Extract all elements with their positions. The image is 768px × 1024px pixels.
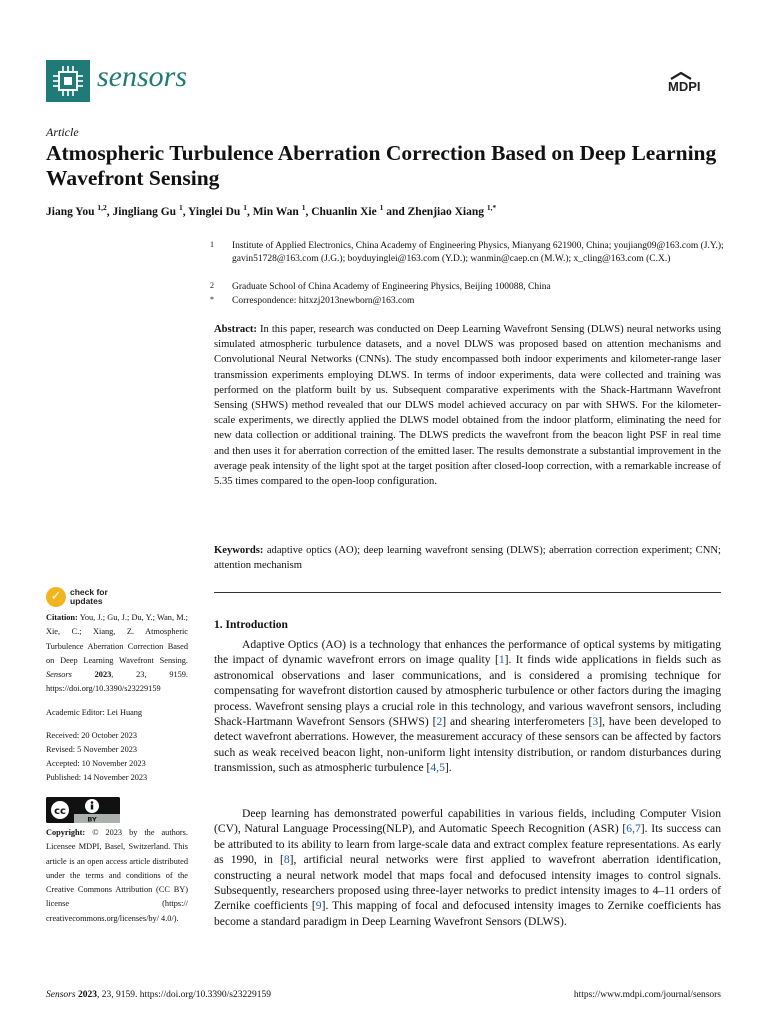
check-for-updates-label: check for updates	[70, 587, 108, 606]
correspondence	[210, 295, 724, 308]
paragraph-text: ], have been developed to detect wavefront aberrations. However, the measurement accuracy of these sensors can be affected by factors such as weak received beacon light, non-uniform light intensity distribution, or random disturbances during transmission, such as atmospheric turbulence [	[214, 715, 721, 775]
received-date: Received: 20 October 2023	[46, 731, 138, 740]
paragraph-text: ].	[444, 761, 452, 775]
accepted-date: Accepted: 10 November 2023	[46, 759, 146, 768]
affiliation-mark: 2	[210, 281, 214, 290]
abstract-label: Abstract:	[214, 324, 257, 335]
author-affiliation-mark: 1,*	[486, 203, 497, 212]
reference-link[interactable]: 3	[592, 715, 599, 729]
author-name[interactable]: Min Wan	[252, 205, 302, 218]
footer-year: 2023	[77, 990, 97, 1000]
copyright-label: Copyright:	[46, 828, 86, 837]
affiliation-text: Institute of Applied Electronics, China Academy of Engineering Physics, Mianyang 621900, China; youjiang09@163.com (J.Y.); gavin51728@163.com (J.G.); boyduyinglei@163.com (Y.D.); wanmin@caep.cn (M.W.); x_cling@163.com (C.X.)	[232, 241, 724, 264]
author-list	[46, 203, 496, 218]
citation-journal: Sensors	[46, 670, 72, 680]
section-heading: 1. Introduction	[214, 619, 288, 631]
abstract	[214, 322, 721, 489]
citation	[46, 611, 188, 697]
intro-paragraph-1	[214, 637, 721, 776]
footer-journal-url[interactable]: https://www.mdpi.com/journal/sensors	[573, 990, 721, 1000]
author-name[interactable]: Jiang You	[46, 205, 98, 218]
paragraph-text: ], artificial neural networks were first applied to wavefront aberration identification, constructing a neural network model that maps focal and defocused intensity images to control signals. Subsequently, researchers proposed using three-layer networks to predict intensity images to 4–11 orders of Zernike coefficients [	[214, 853, 721, 913]
academic-editor: Academic Editor: Lei Huang	[46, 708, 143, 717]
reference-link[interactable]: 4,5	[430, 761, 445, 775]
svg-text:cc: cc	[54, 806, 66, 817]
copyright	[46, 826, 188, 926]
author-affiliation-mark: 1,2	[97, 203, 107, 212]
footer-citation	[46, 990, 271, 1000]
paragraph-text: ] and shearing interferometers [	[442, 715, 593, 729]
keywords-text: adaptive optics (AO); deep learning wavefront sensing (DLWS); aberration correction experiment; CNN; attention mechanism	[214, 545, 721, 572]
author-name[interactable]: Zhenjiao Xiang	[407, 205, 487, 218]
citation-year: 2023	[94, 670, 112, 680]
check-icon: ✓	[46, 587, 66, 607]
article-type: Article	[46, 125, 79, 139]
author-affiliation-mark: 1	[243, 203, 247, 212]
cc-license-badge[interactable]	[46, 797, 120, 823]
publisher-name: MDPI	[668, 79, 701, 94]
cc-by-label: BY	[87, 815, 97, 823]
reference-link[interactable]: 1	[498, 653, 505, 667]
author-name[interactable]: Chuanlin Xie	[311, 205, 380, 218]
copyright-text: © 2023 by the authors. Licensee MDPI, Basel, Switzerland. This article is an open access article distributed under the terms and conditions of the Creative Commons Attribution (CC BY) license (https:// creativecommons.org/licenses/by/ 4.0/).	[46, 828, 188, 923]
author-affiliation-mark: 1	[301, 203, 306, 212]
author-affiliation-mark: 1	[379, 203, 384, 212]
author-name[interactable]: Jingliang Gu	[112, 205, 179, 218]
author-name[interactable]: Yinglei Du	[188, 205, 244, 218]
reference-link[interactable]: 8	[283, 853, 290, 867]
keywords	[214, 543, 721, 573]
footer-journal: Sensors	[46, 990, 76, 1000]
paragraph-text: ]. This mapping of focal and defocused intensity images to Zernike coefficients has become a standard paradigm in Deep Learning Wavefront Sensors (DLWS).	[214, 899, 721, 928]
affiliation-mark: 1	[210, 240, 214, 249]
affiliation-1	[210, 240, 724, 266]
abstract-text: In this paper, research was conducted on Deep Learning Wavefront Sensing (DLWS) neural networks using simulated atmospheric turbulence datasets, and a novel DLWS was proposed based on attention mechanisms and Convolutional Neural Networks (CNNs). The study encompassed both indoor experiments and kilometer-range laser transmission experiments employing DLWS. In terms of indoor experiments, data were collected and training was performed on the platform built by us. Subsequent comparative experiments with the Shack-Hartmann Wavefront Sensing (SHWS) method revealed that our DLWS model achieved accuracy on par with SHWS. For the kilometer-scale experiments, we directly applied the DLWS model obtained from the indoor platform, eliminating the need for new data collection or additional training. The DLWS predicts the wavefront from the beacon light PSF in real time and then uses it for aberration correction of the emitted laser. The results demonstrate a substantial improvement in the average peak intensity of the light spot at the target position after closed-loop correction, with a remarkable increase of 5.35 times compared to the open-loop configuration.	[214, 324, 721, 488]
published-date: Published: 14 November 2023	[46, 773, 148, 782]
section-divider	[214, 592, 721, 593]
correspondence-text: Correspondence: hitxzj2013newborn@163.com	[232, 296, 415, 306]
footer-doi[interactable]: , 23, 9159. https://doi.org/10.3390/s23229159	[96, 990, 271, 1000]
keywords-label: Keywords:	[214, 545, 264, 556]
paragraph-text: ]. It finds wide applications in fields such as astronomical observations and laser communications, and is considered a promising technique for compensating for wavefront distortion caused by atmospheric turbulence or other factors during the imaging process. Wavefront sensing plays a crucial role in this technology, and various wavefront sensors, including Shack-Hartmann Wavefront Sensors (SHWS) [	[214, 653, 721, 729]
reference-link[interactable]: 2	[436, 715, 443, 729]
author-affiliation-mark: 1	[178, 203, 183, 212]
citation-label: Citation:	[46, 613, 78, 622]
mdpi-logo[interactable]	[667, 70, 723, 101]
affiliation-text: Graduate School of China Academy of Engineering Physics, Beijing 100088, China	[232, 282, 551, 292]
author-separator: ,	[305, 205, 312, 218]
citation-text: You, J.; Gu, J.; Du, Y.; Wan, M.; Xie, C.; Xiang, Z. Atmospheric Turbulence Aberration Correction Based on Deep Learning Wavefront Sensing.	[46, 613, 188, 665]
author-separator: ,	[182, 205, 189, 218]
article-title: Atmospheric Turbulence Aberration Correction Based on Deep Learning Wavefront Sensing	[46, 141, 717, 190]
affiliation-mark: *	[210, 295, 214, 304]
author-separator: and	[383, 205, 408, 218]
reference-link[interactable]: 6,7	[626, 822, 641, 836]
journal-name[interactable]: sensors	[97, 60, 188, 93]
paragraph-text: Adaptive Optics (AO) is a technology that enhances the performance of optical systems by mitigating the impact of dynamic wavefront errors on image quality [	[214, 638, 721, 667]
paragraph-text: ]. Its success can be attributed to its ability to learn from large-scale data and extract complex feature representations. As early as 1990, in [	[214, 822, 721, 867]
revised-date: Revised: 5 November 2023	[46, 745, 138, 754]
intro-paragraph-2	[214, 806, 721, 929]
author-separator: ,	[106, 205, 113, 218]
affiliation-2	[210, 281, 724, 294]
journal-logo-icon	[46, 60, 90, 102]
paragraph-text: Deep learning has demonstrated powerful capabilities in various fields, including Computer Vision (CV), Natural Language Processing(NLP), and Automatic Speech Recognition (ASR) [	[214, 807, 721, 836]
citation-tail[interactable]: , 23, 9159. https://doi.org/10.3390/s23229159	[46, 670, 189, 694]
author-separator: ,	[246, 205, 253, 218]
reference-link[interactable]: 9	[315, 899, 322, 913]
